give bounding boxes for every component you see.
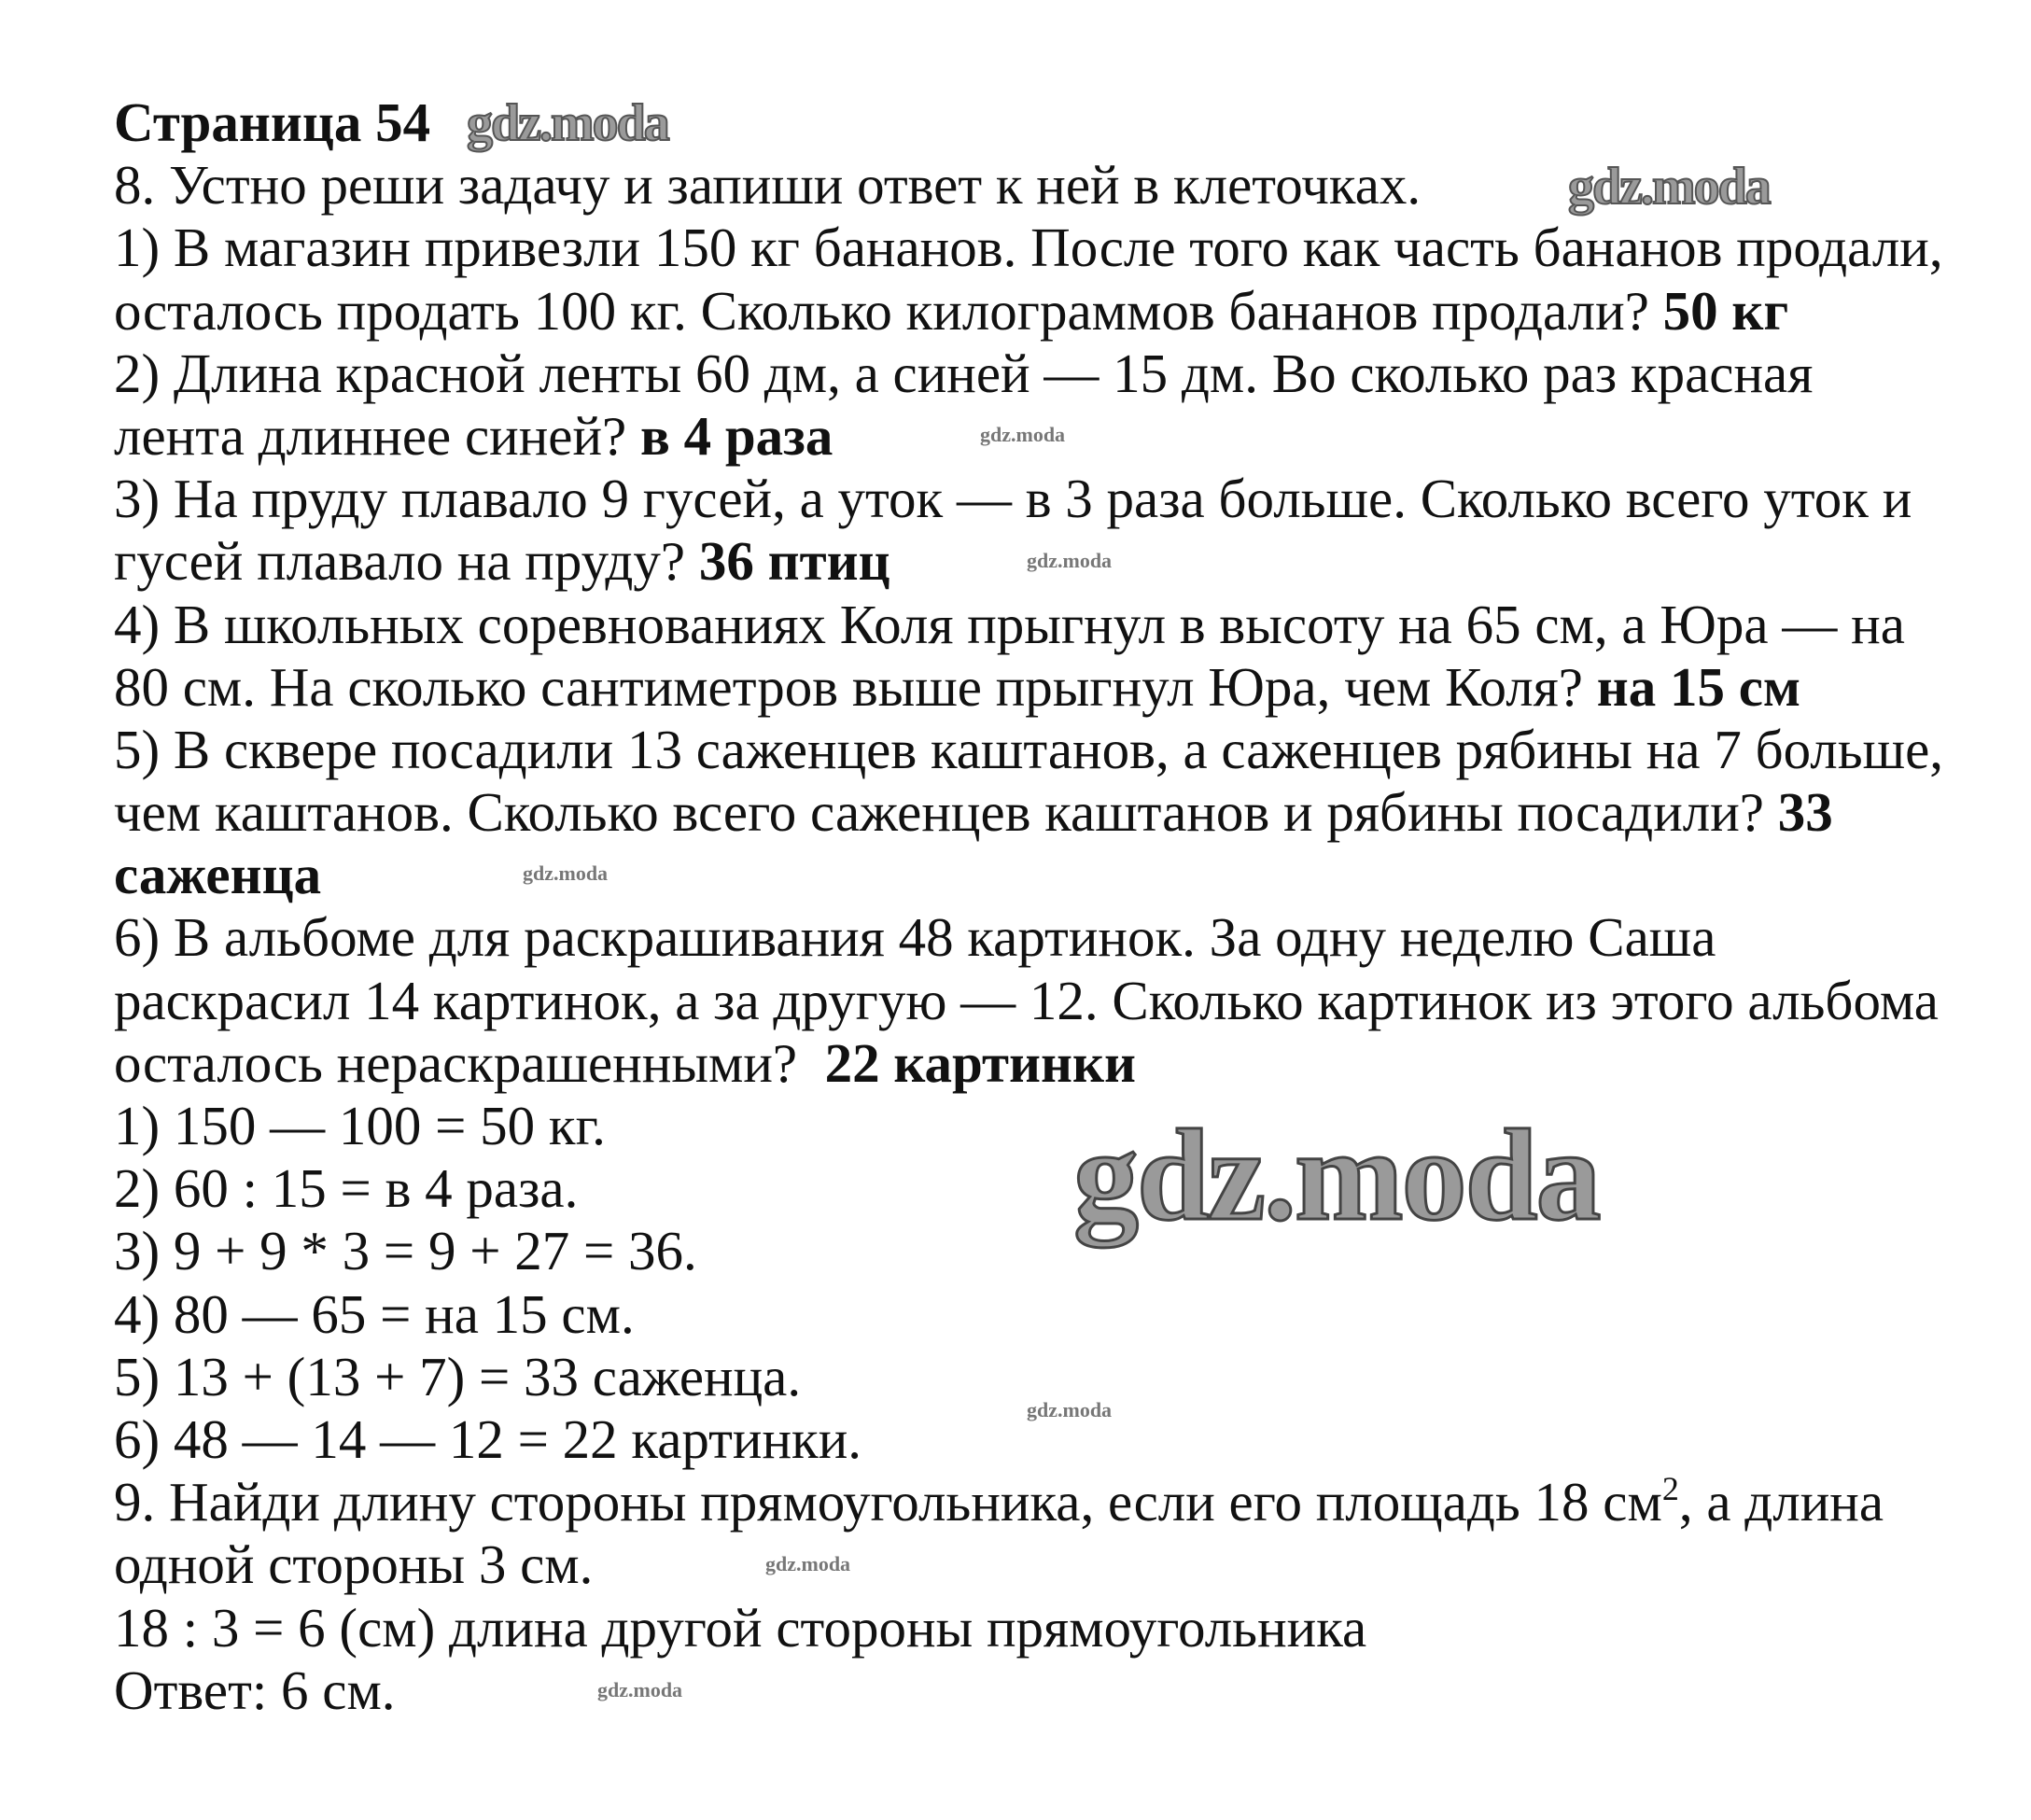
answer-text: 50 кг	[1662, 279, 1789, 342]
text-segment: 9. Найди длину стороны прямоугольника, если его площадь 18 см	[114, 1471, 1662, 1533]
watermark-logo: gdz.moda	[765, 1552, 851, 1575]
watermark-logo: gdz.moda	[1568, 158, 1770, 216]
document-body	[114, 91, 1943, 1722]
text-segment: , а длина	[1678, 1471, 1884, 1533]
text-segment: 3) 9 + 9 * 3 = 9 + 27 = 36.	[114, 1220, 697, 1282]
text-line	[114, 970, 1943, 1032]
text-segment: 18 : 3 = 6 (см) длина другой стороны прямоугольника	[114, 1596, 1367, 1659]
answer-text: 33	[1777, 781, 1833, 844]
watermark-logo: gdz.moda	[1027, 549, 1113, 572]
text-segment: одной стороны 3 см.	[114, 1533, 594, 1596]
text-segment: гусей плавало на пруду?	[114, 530, 699, 593]
text-segment: 2) Длина красной ленты 60 дм, а синей — 15 дм. Во сколько раз красная	[114, 342, 1814, 404]
text-segment: Ответ: 6 см.	[114, 1659, 396, 1721]
text-line	[114, 906, 1943, 969]
text-line	[114, 1095, 1943, 1157]
text-segment: 1) 150 — 100 = 50 кг.	[114, 1095, 606, 1156]
text-line	[114, 1471, 1943, 1533]
text-segment: 6) 48 — 14 — 12 = 22 картинки.	[114, 1407, 862, 1470]
text-line	[114, 656, 1943, 719]
watermark-logo: gdz.moda	[1027, 1398, 1113, 1421]
text-segment: 6) В альбоме для раскрашивания 48 картинок. За одну неделю Саша	[114, 906, 1716, 969]
text-segment: 3) На пруду плавало 9 гусей, а уток — в 3 раза больше. Сколько всего уток и	[114, 468, 1912, 530]
answer-text: в 4 раза	[640, 404, 833, 467]
text-segment: 4) В школьных соревнованиях Коля прыгнул в высоту на 65 см, а Юра — на	[114, 593, 1905, 655]
text-line	[114, 280, 1943, 343]
watermark-logo: gdz.moda	[523, 861, 609, 885]
text-segment: осталось продать 100 кг. Сколько килограммов бананов продали?	[114, 279, 1663, 342]
text-line	[114, 1283, 1943, 1346]
text-line	[114, 719, 1943, 781]
text-line	[114, 343, 1943, 405]
answer-text: Страница 54	[114, 91, 431, 153]
text-segment: 5) 13 + (13 + 7) = 33 саженца.	[114, 1345, 802, 1407]
watermark-logo: gdz.moda	[467, 94, 668, 152]
watermark-logo: gdz.moda	[980, 423, 1066, 446]
text-line	[114, 594, 1943, 656]
text-segment: лента длиннее синей?	[114, 404, 640, 467]
superscript: 2	[1661, 1470, 1679, 1508]
text-segment: 80 см. На сколько сантиметров выше прыгнул Юра, чем Коля?	[114, 655, 1597, 718]
watermark-logo: gdz.moda	[597, 1678, 683, 1701]
text-line	[114, 468, 1943, 530]
text-line	[114, 1220, 1943, 1282]
text-segment: чем каштанов. Сколько всего саженцев каштанов и рябины посадили?	[114, 781, 1778, 844]
text-line	[114, 1597, 1943, 1659]
text-line	[114, 1157, 1943, 1220]
watermark-logo: gdz.moda	[1073, 1103, 1600, 1248]
text-segment: 8. Устно реши задачу и запиши ответ к ней в клеточках.	[114, 154, 1422, 217]
text-line	[114, 781, 1943, 844]
answer-text: саженца	[114, 844, 322, 906]
text-segment: 5) В сквере посадили 13 саженцев каштанов, а саженцев рябины на 7 больше,	[114, 718, 1944, 780]
page-title	[114, 91, 1943, 154]
answer-text: 22 картинки	[824, 1031, 1136, 1094]
text-line	[114, 1659, 1943, 1722]
text-segment: осталось нераскрашенными?	[114, 1031, 825, 1094]
answer-text: 36 птиц	[698, 530, 890, 593]
text-segment: 2) 60 : 15 = в 4 раза.	[114, 1157, 579, 1220]
text-line	[114, 1032, 1943, 1095]
text-line	[114, 1533, 1943, 1596]
text-segment: раскрасил 14 картинок, а за другую — 12. Сколько картинок из этого альбома	[114, 969, 1939, 1031]
answer-text: на 15 см	[1596, 655, 1801, 718]
text-line	[114, 217, 1943, 279]
text-segment: 4) 80 — 65 = на 15 см.	[114, 1282, 635, 1345]
text-segment: 1) В магазин привезли 150 кг бананов. После того как часть бананов продали,	[114, 217, 1943, 279]
text-line	[114, 844, 1943, 906]
